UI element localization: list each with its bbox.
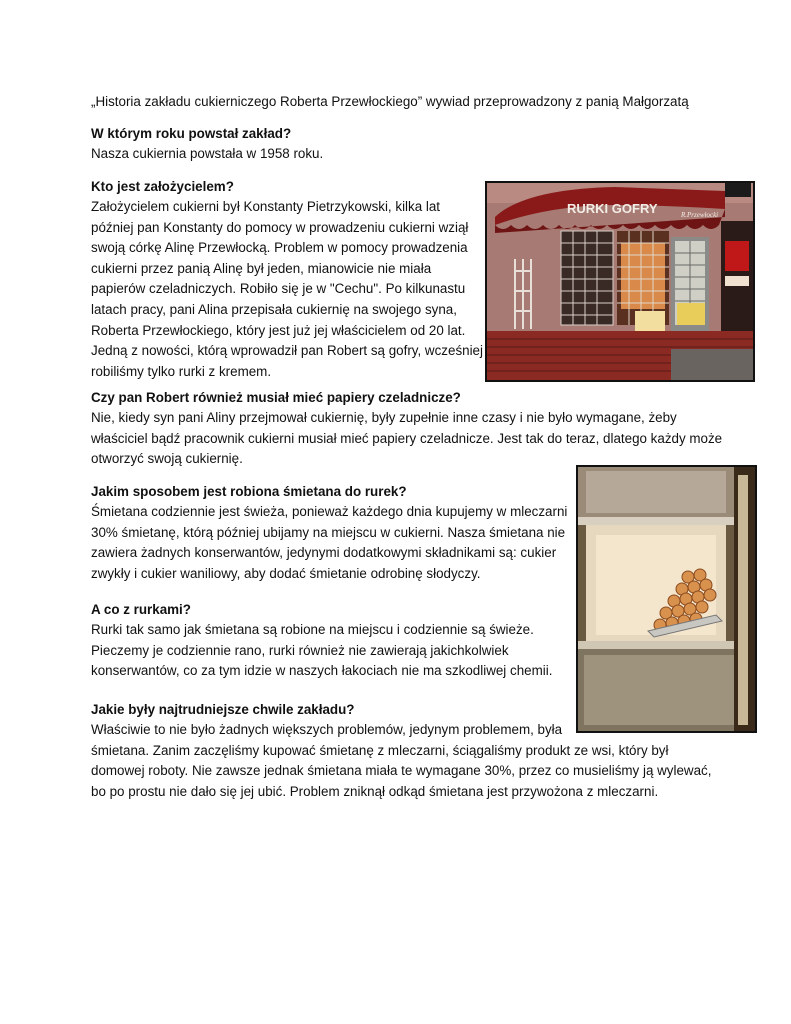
- question: W którym roku powstał zakład?: [91, 126, 292, 141]
- question: Kto jest założycielem?: [91, 179, 234, 194]
- section-founder: [91, 177, 483, 382]
- answer-line: Właściwie to nie było żadnych większych problemów, jedynym problemem, była: [91, 722, 563, 737]
- answer-line: 30% śmietanę, którą później ubijamy na miejscu w cukierni. Nasza śmietana nie: [91, 524, 566, 540]
- question: Jakie były najtrudniejsze chwile zakładu?: [91, 702, 355, 717]
- answer-line: robiliśmy tylko rurki z kremem.: [91, 363, 272, 379]
- section-cream: [91, 482, 567, 584]
- answer-line: później pan Konstanty do pomocy w prowadzeniu cukierni wziął: [91, 219, 469, 235]
- answer-line: Założycielem cukierni był Konstanty Pietrzykowski, kilka lat: [91, 199, 441, 214]
- answer-line: Nasza cukiernia powstała w 1958 roku.: [91, 146, 324, 161]
- answer-line: właściciel bądź pracownik cukierni musiał mieć papiery czeladnicze. Jest tak do teraz, dlatego każdy może: [91, 430, 723, 446]
- answer-line: Pieczemy je codziennie rano, rurki również nie zawierają jakichkolwiek: [91, 642, 509, 658]
- section-papers: [91, 388, 722, 470]
- answer-line: bo po prostu nie dało się jej ubić. Problem zniknął odkąd śmietana jest przywożona z mleczarni.: [91, 783, 659, 799]
- answer-line: papierów czeladniczych. Robiło się je w "Cechu". Po kilkunastu: [91, 281, 466, 297]
- answer-line: otworzyć swoją cukiernię.: [91, 451, 243, 467]
- display-case-photo: [576, 465, 757, 733]
- question: Jakim sposobem jest robiona śmietana do rurek?: [91, 484, 407, 499]
- answer-line: Rurki tak samo jak śmietana są robione na miejscu i codziennie są świeże.: [91, 622, 534, 637]
- answer-line: Nie, kiedy syn pani Aliny przejmował cukiernię, były zupełnie inne czasy i nie było wymagane, żeby: [91, 410, 677, 425]
- answer-line: śmietana. Zanim zaczęliśmy kupować śmietanę z mleczarni, ściągaliśmy produkt ze wsi, który był: [91, 742, 669, 758]
- question: A co z rurkami?: [91, 602, 191, 617]
- answer-line: domowej roboty. Nie zawsze jednak śmietana miała te wymagane 30%, przez co musieliśmy ją wylewać,: [91, 763, 712, 779]
- answer-line: zawiera żadnych konserwantów, jedynymi dodatkowymi składnikami są: cukier: [91, 545, 557, 561]
- answer-line: Roberta Przewłockiego, który jest już jej właścicielem od 20 lat.: [91, 322, 466, 338]
- answer-line: latach pracy, pani Alina przepisała cukiernię na swojego syna,: [91, 301, 457, 317]
- sign-name-text: R.Przewłocki: [681, 211, 719, 219]
- section-rolls: [91, 600, 552, 682]
- storefront-photo: [485, 181, 755, 382]
- answer-line: Jedną z nowości, którą wprowadził pan Robert są gofry, wcześniej: [91, 343, 483, 359]
- document-title: „Historia zakładu cukierniczego Roberta Przewłockiego” wywiad przeprowadzony z panią Małgorzatą: [91, 94, 689, 109]
- answer-line: zwykły i cukier waniliowy, aby dodać śmietanie odrobinę słodyczy.: [91, 565, 481, 581]
- section-founding-year: [91, 124, 323, 165]
- answer-line: Śmietana codziennie jest świeża, ponieważ każdego dnia kupujemy w mleczarni: [91, 504, 568, 519]
- sign-text: RURKI GOFRY: [567, 201, 658, 216]
- answer-line: cukierni przez panią Alinę był jeden, mianowicie nie miała: [91, 260, 432, 276]
- answer-line: swoją córkę Alinę Przewłocką. Problem w pomocy prowadzenia: [91, 240, 468, 256]
- question: Czy pan Robert również musiał mieć papiery czeladnicze?: [91, 390, 461, 405]
- answer-line: konserwantów, co za tym idzie w naszych łakociach nie ma szkodliwej chemii.: [91, 663, 553, 679]
